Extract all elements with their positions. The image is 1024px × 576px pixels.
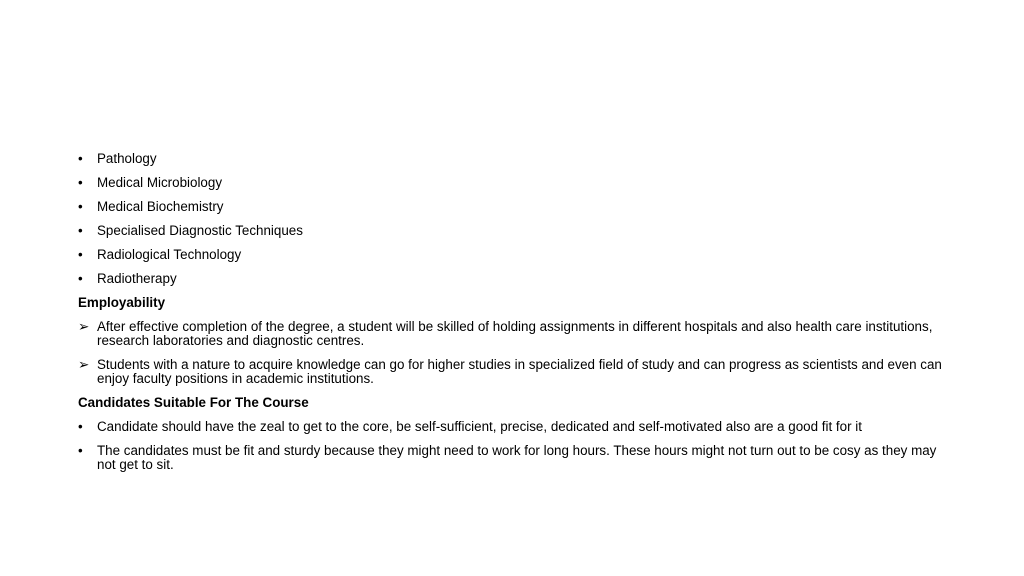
employability-heading: Employability	[78, 295, 166, 310]
list-item-text: Radiotherapy	[97, 271, 177, 286]
list-item	[78, 176, 958, 190]
arrow-bullet-icon: ➢	[78, 357, 90, 372]
list-item-text: Medical Biochemistry	[97, 199, 224, 214]
list-item-text: After effective completion of the degree, a student will be skilled of holding assignments in different hospitals and also health care institutions, research laboratories and diagnostic centres.	[97, 319, 933, 348]
list-item	[78, 420, 958, 434]
bullet-icon: •	[78, 443, 83, 458]
list-item-text: Specialised Diagnostic Techniques	[97, 223, 303, 238]
list-item	[78, 248, 958, 262]
bullet-icon: •	[78, 199, 83, 214]
bullet-icon: •	[78, 223, 83, 238]
arrow-bullet-icon: ➢	[78, 319, 90, 334]
list-item-text: Candidate should have the zeal to get to the core, be self-sufficient, precise, dedicated and self-motivated also are a good fit for it	[97, 419, 862, 434]
list-item-text: Pathology	[97, 151, 157, 166]
candidates-list	[78, 420, 958, 472]
list-item	[78, 224, 958, 238]
list-item-text: The candidates must be fit and sturdy because they might need to work for long hours. These hours might not turn out to be cosy as they may not get to sit.	[97, 443, 937, 472]
list-item-text: Students with a nature to acquire knowledge can go for higher studies in specialized field of study and can progress as scientists and even can enjoy faculty positions in academic institutions.	[97, 357, 942, 386]
list-item	[78, 320, 958, 348]
specialization-list	[78, 152, 958, 286]
bullet-icon: •	[78, 247, 83, 262]
list-item	[78, 444, 958, 472]
bullet-icon: •	[78, 419, 83, 434]
employability-list	[78, 320, 958, 386]
bullet-icon: •	[78, 151, 83, 166]
bullet-icon: •	[78, 175, 83, 190]
list-item-text: Radiological Technology	[97, 247, 242, 262]
list-item	[78, 200, 958, 214]
slide-content	[78, 152, 958, 482]
list-item-text: Medical Microbiology	[97, 175, 223, 190]
bullet-icon: •	[78, 271, 83, 286]
candidates-heading: Candidates Suitable For The Course	[78, 395, 309, 410]
list-item	[78, 358, 958, 386]
list-item	[78, 152, 958, 166]
list-item	[78, 272, 958, 286]
